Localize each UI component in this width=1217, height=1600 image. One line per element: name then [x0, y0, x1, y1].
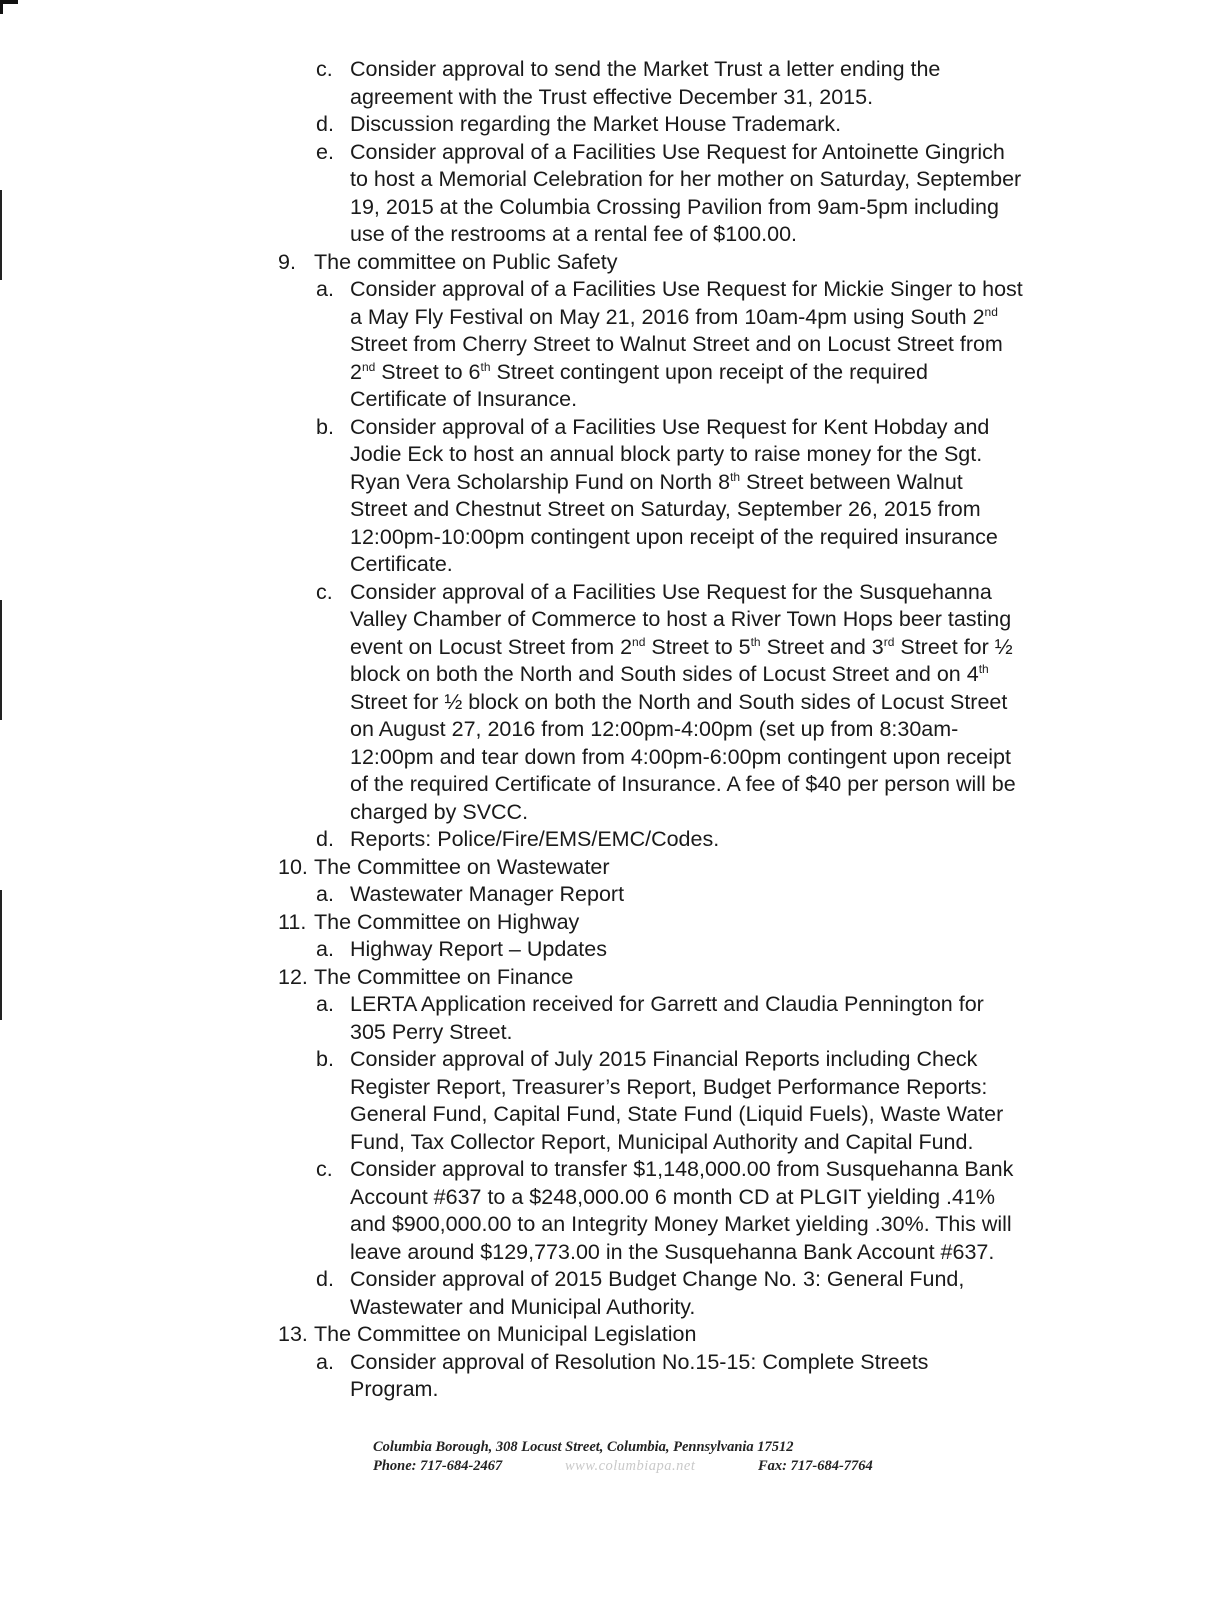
item-text-line: Consider approval of July 2015 Financial Reports including Check	[350, 1047, 978, 1071]
section-number: 10.	[278, 854, 308, 879]
scan-corner-mark	[0, 0, 3, 14]
item-text-line: charged by SVCC.	[350, 799, 529, 824]
item-marker: a.	[316, 882, 334, 906]
item-text-line: LERTA Application received for Garrett and Claudia Pennington for	[350, 992, 984, 1016]
section-title: The Committee on Highway	[314, 909, 580, 934]
item-text-line: 2nd Street to 6th Street contingent upon receipt of the required	[350, 359, 928, 384]
item-marker: b.	[316, 1047, 334, 1071]
section-title: The committee on Public Safety	[314, 249, 618, 274]
item-text-line: agreement with the Trust effective December 31, 2015.	[350, 84, 874, 109]
item-text-line: Fund, Tax Collector Report, Municipal Authority and Capital Fund.	[350, 1129, 974, 1154]
item-marker: a.	[316, 992, 334, 1016]
item-text-line: General Fund, Capital Fund, State Fund (Liquid Fuels), Waste Water	[350, 1102, 1004, 1126]
item-text-line: Valley Chamber of Commerce to host a River Town Hops beer tasting	[350, 607, 1012, 631]
item-text-line: Consider approval of a Facilities Use Request for the Susquehanna	[350, 579, 992, 604]
item-text-line: Street from Cherry Street to Walnut Street and on Locust Street from	[350, 332, 1003, 356]
item-text-line: 19, 2015 at the Columbia Crossing Pavilion from 9am-5pm including	[350, 194, 999, 219]
item-text-line: 305 Perry Street.	[350, 1019, 513, 1044]
item-text-line: Discussion regarding the Market House Trademark.	[350, 112, 842, 136]
item-marker: d.	[316, 112, 334, 136]
item-text-line: on August 27, 2016 from 12:00pm-4:00pm (set up from 8:30am-	[350, 717, 959, 741]
item-marker: a.	[316, 1349, 334, 1374]
item-text-line: Certificate of Insurance.	[350, 387, 578, 411]
item-text-line: 12:00pm-10:00pm contingent upon receipt of the required insurance	[350, 524, 998, 549]
item-marker: b.	[316, 414, 334, 439]
item-text-line: Consider approval of 2015 Budget Change No. 3: General Fund,	[350, 1267, 965, 1291]
item-text-line: Consider approval to transfer $1,148,000.00 from Susquehanna Bank	[350, 1157, 1014, 1181]
item-text-line: Jodie Eck to host an annual block party to raise money for the Sgt.	[350, 442, 983, 466]
section-number: 11.	[278, 909, 307, 934]
item-text-line: Wastewater and Municipal Authority.	[350, 1294, 696, 1319]
footer-address: Columbia Borough, 308 Locust Street, Columbia, Pennsylvania 17512	[373, 1439, 794, 1455]
item-text-line: event on Locust Street from 2nd Street to 5th Street and 3rd Street for ½	[350, 634, 1013, 659]
item-text-line: and $900,000.00 to an Integrity Money Market yielding .30%. This will	[350, 1212, 1012, 1236]
section-number: 9.	[278, 249, 296, 274]
item-text-line: a May Fly Festival on May 21, 2016 from 10am-4pm using South 2nd	[350, 304, 998, 329]
section-number: 13.	[278, 1322, 308, 1346]
item-text-line: Reports: Police/Fire/EMS/EMC/Codes.	[350, 827, 720, 851]
item-text-line: Register Report, Treasurer’s Report, Budget Performance Reports:	[350, 1074, 988, 1099]
section-number: 12.	[278, 964, 308, 989]
item-text-line: leave around $129,773.00 in the Susquehanna Bank Account #637.	[350, 1239, 995, 1264]
footer-fax: Fax: 717-684-7764	[758, 1458, 873, 1474]
item-text-line: Consider approval to send the Market Trust a letter ending the	[350, 57, 941, 81]
item-text-line: Street and Chestnut Street on Saturday, September 26, 2015 from	[350, 497, 981, 521]
item-marker: d.	[316, 827, 334, 851]
item-text-line: Consider approval of a Facilities Use Request for Antoinette Gingrich	[350, 139, 1005, 164]
section-title: The Committee on Finance	[314, 964, 574, 989]
section-title: The Committee on Wastewater	[314, 854, 610, 879]
item-text-line: Consider approval of Resolution No.15-15: Complete Streets	[350, 1349, 929, 1374]
item-text-line: 12:00pm and tear down from 4:00pm-6:00pm contingent upon receipt	[350, 744, 1011, 769]
item-text-line: use of the restrooms at a rental fee of $100.00.	[350, 222, 797, 246]
item-text-line: Consider approval of a Facilities Use Request for Kent Hobday and	[350, 414, 990, 439]
item-text-line: Program.	[350, 1377, 439, 1401]
footer-website: www.columbiapa.net	[565, 1458, 696, 1474]
item-text-line: Consider approval of a Facilities Use Request for Mickie Singer to host	[350, 277, 1023, 301]
item-text-line: Account #637 to a $248,000.00 6 month CD at PLGIT yielding .41%	[350, 1184, 996, 1209]
item-text-line: Street for ½ block on both the North and South sides of Locust Street	[350, 689, 1008, 714]
item-text-line: Ryan Vera Scholarship Fund on North 8th Street between Walnut	[350, 469, 963, 494]
item-text-line: Highway Report – Updates	[350, 937, 607, 961]
item-marker: a.	[316, 937, 334, 961]
item-text-line: Certificate.	[350, 552, 453, 576]
item-marker: e.	[316, 139, 334, 164]
scan-edge-mark	[0, 190, 2, 280]
scan-edge-mark	[0, 890, 2, 1020]
item-text-line: to host a Memorial Celebration for her mother on Saturday, September	[350, 167, 1022, 191]
item-marker: c.	[316, 57, 333, 81]
footer-phone: Phone: 717-684-2467	[373, 1458, 503, 1474]
item-marker: c.	[316, 1157, 333, 1181]
section-title: The Committee on Municipal Legislation	[314, 1322, 697, 1346]
item-text-line: Wastewater Manager Report	[350, 882, 625, 906]
scan-edge-mark	[0, 600, 2, 720]
item-text-line: of the required Certificate of Insurance. A fee of $40 per person will be	[350, 772, 1016, 796]
item-marker: c.	[316, 579, 333, 604]
item-marker: d.	[316, 1267, 334, 1291]
item-text-line: block on both the North and South sides of Locust Street and on 4th	[350, 661, 989, 686]
item-marker: a.	[316, 277, 334, 301]
